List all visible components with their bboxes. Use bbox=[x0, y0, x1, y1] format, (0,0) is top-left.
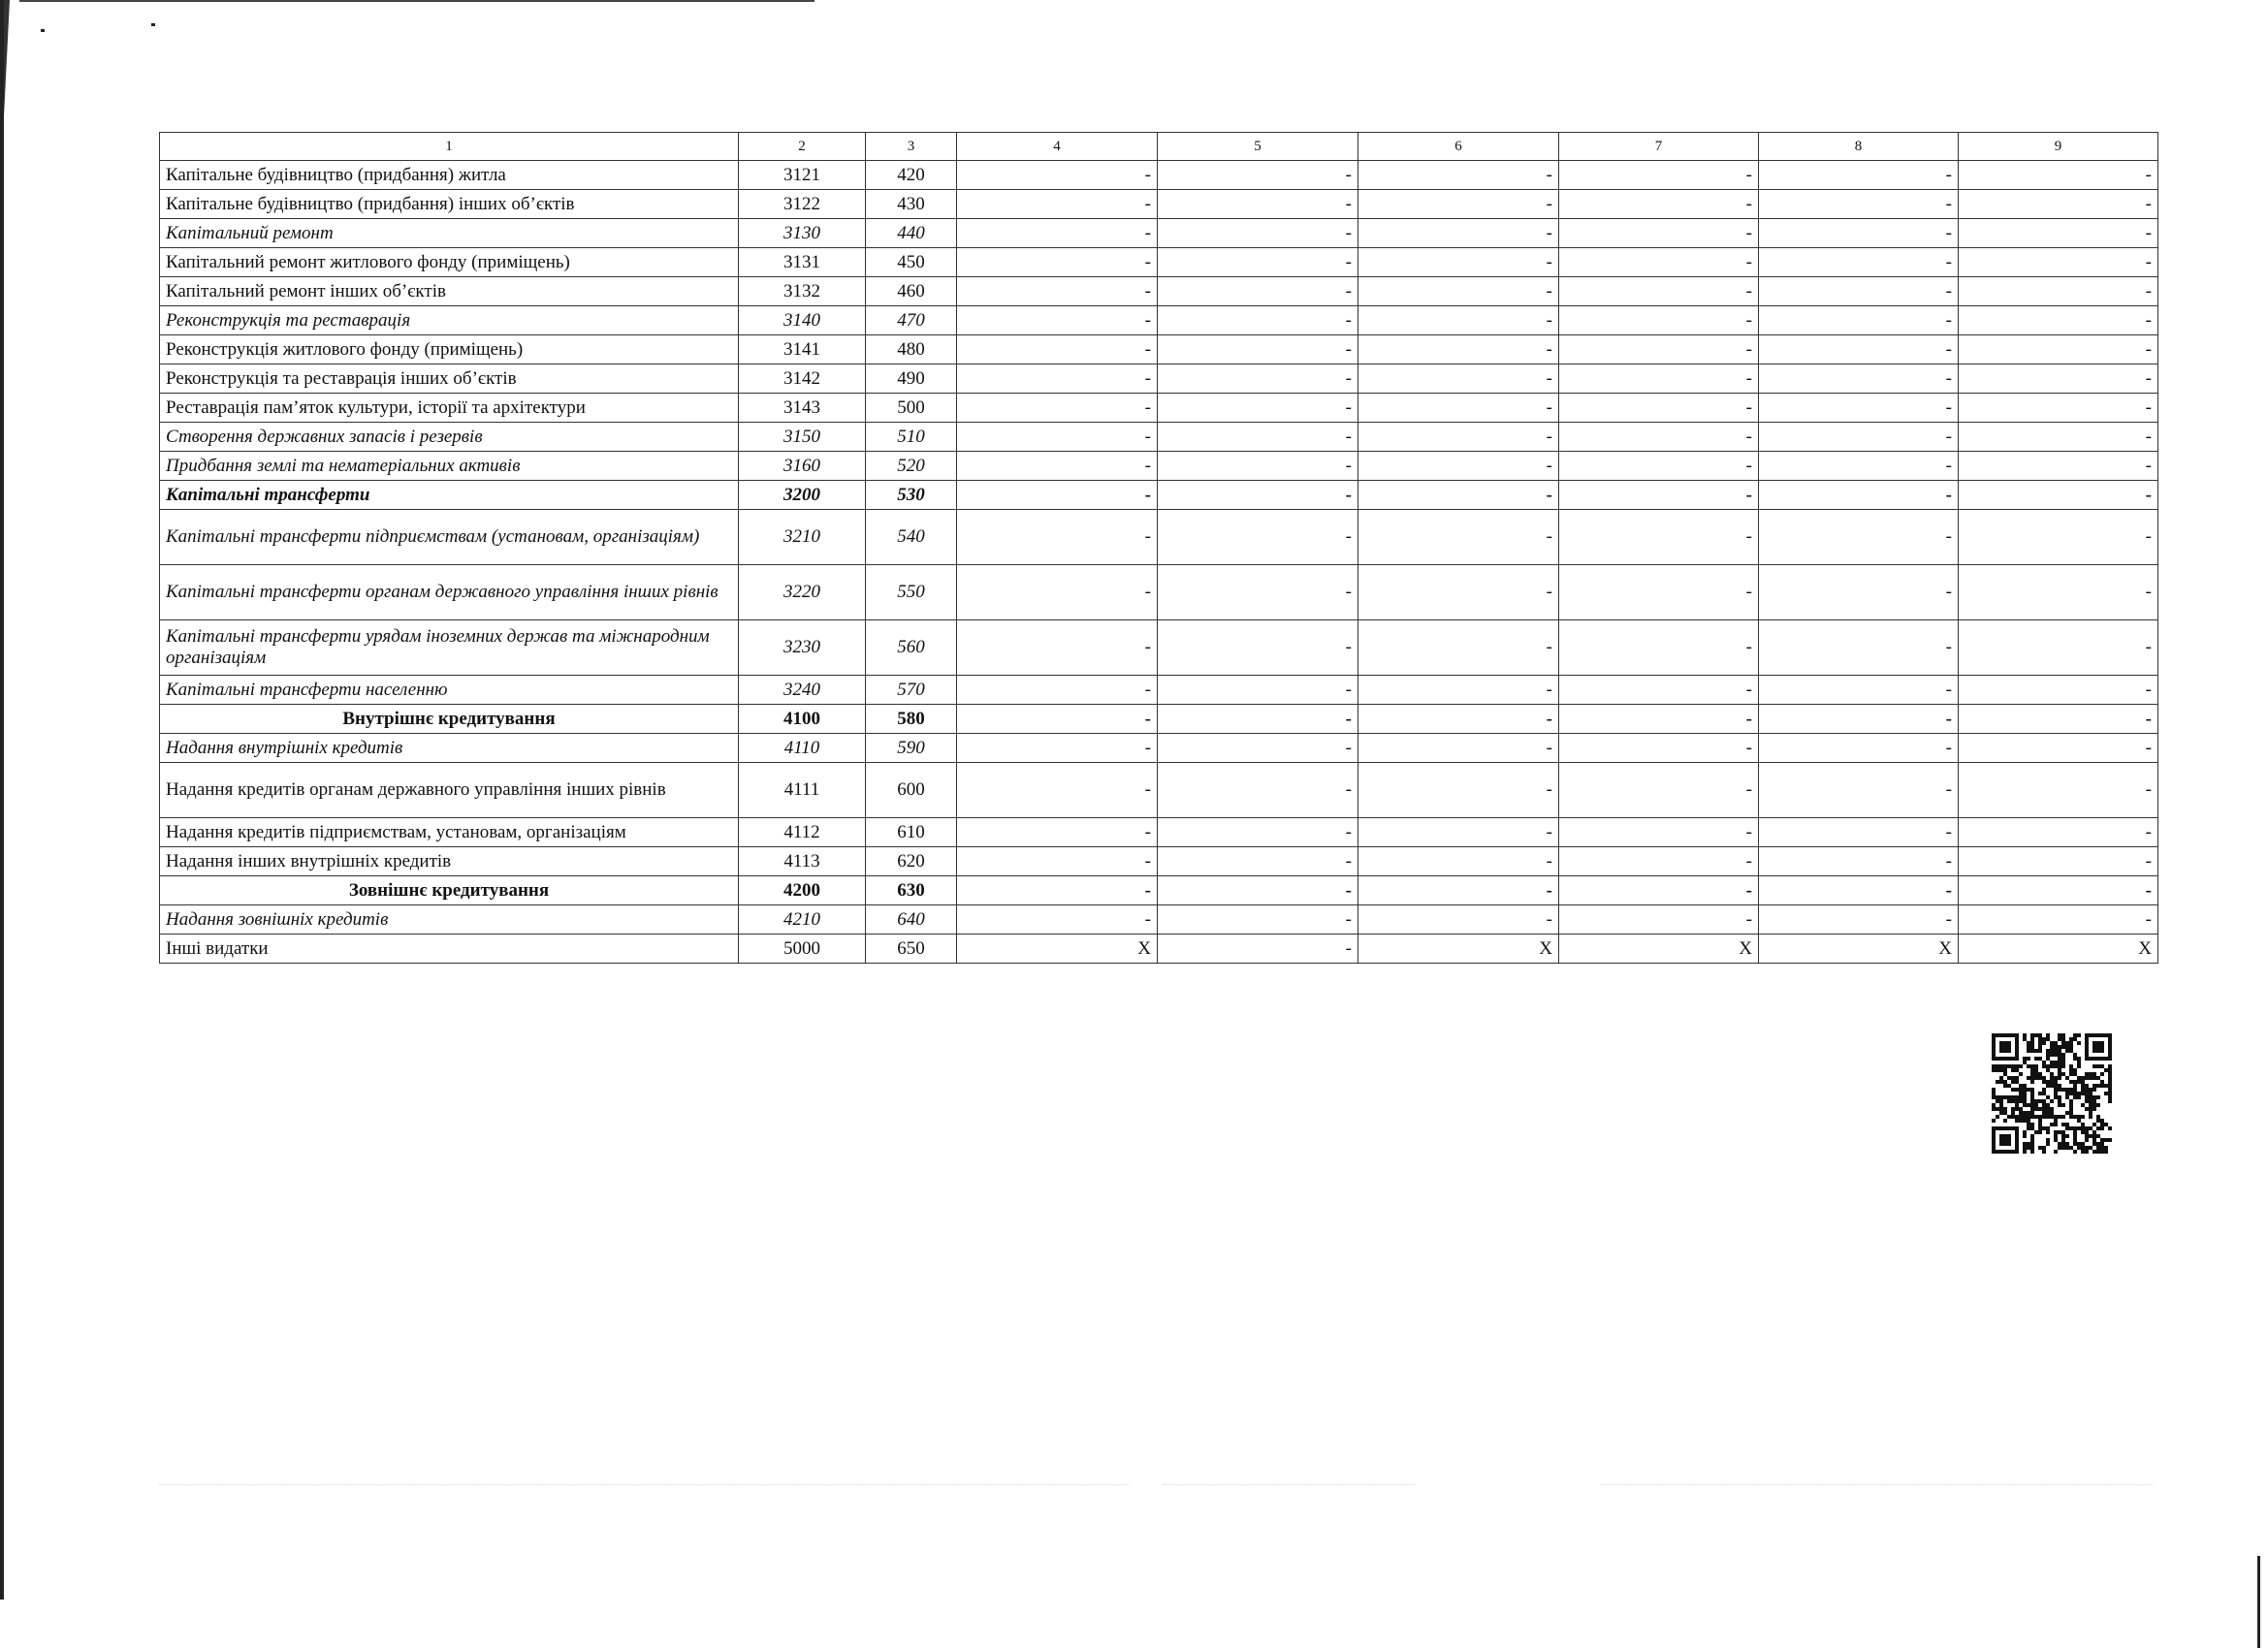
value-cell: - bbox=[1358, 847, 1559, 876]
value-cell: - bbox=[1358, 452, 1559, 481]
value-cell: - bbox=[1759, 705, 1959, 734]
value-cell: - bbox=[1358, 676, 1559, 705]
value-cell: - bbox=[1959, 510, 2158, 565]
row-label: Реконструкція та реставрація інших об’єктів bbox=[160, 364, 739, 394]
value-cell: - bbox=[1358, 364, 1559, 394]
value-cell: - bbox=[1759, 620, 1959, 676]
value-cell: - bbox=[1158, 335, 1358, 364]
value-cell: - bbox=[957, 847, 1158, 876]
value-cell: - bbox=[1358, 705, 1559, 734]
value-cell: - bbox=[1759, 510, 1959, 565]
line-code: 510 bbox=[866, 423, 957, 452]
value-cell: - bbox=[957, 394, 1158, 423]
value-cell: - bbox=[1559, 847, 1759, 876]
row-label: Внутрішнє кредитування bbox=[160, 705, 739, 734]
value-cell: - bbox=[1559, 394, 1759, 423]
kekv-code: 3122 bbox=[739, 190, 866, 219]
value-cell: - bbox=[1158, 277, 1358, 306]
column-header: 7 bbox=[1559, 133, 1759, 161]
line-code: 500 bbox=[866, 394, 957, 423]
value-cell: - bbox=[1759, 364, 1959, 394]
line-code: 450 bbox=[866, 248, 957, 277]
row-label: Капітальні трансферти bbox=[160, 481, 739, 510]
expenditure-table bbox=[159, 132, 2158, 964]
faint-footer-left bbox=[159, 1478, 1129, 1505]
row-label: Капітальний ремонт житлового фонду (приміщень) bbox=[160, 248, 739, 277]
table-row bbox=[160, 935, 2158, 964]
row-label: Реконструкція та реставрація bbox=[160, 306, 739, 335]
value-cell: - bbox=[1959, 905, 2158, 935]
value-cell: - bbox=[957, 676, 1158, 705]
value-cell: - bbox=[957, 423, 1158, 452]
value-cell: - bbox=[1559, 335, 1759, 364]
value-cell: - bbox=[957, 905, 1158, 935]
value-cell: - bbox=[1559, 481, 1759, 510]
kekv-code: 3143 bbox=[739, 394, 866, 423]
value-cell: - bbox=[1358, 818, 1559, 847]
table-row bbox=[160, 161, 2158, 190]
value-cell: X bbox=[1358, 935, 1559, 964]
kekv-code: 3141 bbox=[739, 335, 866, 364]
table-row bbox=[160, 876, 2158, 905]
value-cell: X bbox=[1959, 935, 2158, 964]
value-cell: - bbox=[1759, 876, 1959, 905]
table-row bbox=[160, 277, 2158, 306]
value-cell: - bbox=[1158, 364, 1358, 394]
value-cell: - bbox=[1559, 248, 1759, 277]
value-cell: - bbox=[957, 818, 1158, 847]
table-row bbox=[160, 219, 2158, 248]
column-header: 4 bbox=[957, 133, 1158, 161]
value-cell: - bbox=[1158, 306, 1358, 335]
table-row bbox=[160, 676, 2158, 705]
scan-top-line bbox=[19, 0, 815, 2]
value-cell: - bbox=[1158, 394, 1358, 423]
value-cell: - bbox=[1358, 565, 1559, 620]
table-row bbox=[160, 248, 2158, 277]
value-cell: - bbox=[1959, 394, 2158, 423]
value-cell: - bbox=[1759, 565, 1959, 620]
value-cell: - bbox=[1759, 676, 1959, 705]
value-cell: - bbox=[1158, 705, 1358, 734]
line-code: 420 bbox=[866, 161, 957, 190]
value-cell: - bbox=[1358, 306, 1559, 335]
column-number-header bbox=[160, 133, 2158, 161]
value-cell: - bbox=[1158, 510, 1358, 565]
value-cell: - bbox=[1358, 161, 1559, 190]
value-cell: - bbox=[1559, 423, 1759, 452]
value-cell: - bbox=[1158, 161, 1358, 190]
value-cell: - bbox=[1959, 190, 2158, 219]
kekv-code: 3220 bbox=[739, 565, 866, 620]
value-cell: - bbox=[1158, 248, 1358, 277]
table-row bbox=[160, 394, 2158, 423]
value-cell: - bbox=[1959, 335, 2158, 364]
value-cell: - bbox=[1759, 394, 1959, 423]
row-label: Надання інших внутрішніх кредитів bbox=[160, 847, 739, 876]
value-cell: - bbox=[1358, 248, 1559, 277]
value-cell: - bbox=[1358, 277, 1559, 306]
line-code: 460 bbox=[866, 277, 957, 306]
value-cell: - bbox=[1158, 620, 1358, 676]
value-cell: - bbox=[1959, 565, 2158, 620]
value-cell: - bbox=[1559, 818, 1759, 847]
value-cell: - bbox=[1759, 190, 1959, 219]
kekv-code: 4111 bbox=[739, 763, 866, 818]
row-label: Капітальні трансферти органам державного управління інших рівнів bbox=[160, 565, 739, 620]
column-header: 6 bbox=[1358, 133, 1559, 161]
line-code: 550 bbox=[866, 565, 957, 620]
line-code: 630 bbox=[866, 876, 957, 905]
value-cell: - bbox=[1158, 219, 1358, 248]
line-code: 590 bbox=[866, 734, 957, 763]
table-row bbox=[160, 423, 2158, 452]
value-cell: - bbox=[1358, 876, 1559, 905]
value-cell: - bbox=[957, 306, 1158, 335]
kekv-code: 3131 bbox=[739, 248, 866, 277]
row-label: Капітальні трансферти урядам іноземних держав та міжнародним організаціям bbox=[160, 620, 739, 676]
row-label: Зовнішнє кредитування bbox=[160, 876, 739, 905]
value-cell: - bbox=[1358, 423, 1559, 452]
value-cell: - bbox=[1559, 510, 1759, 565]
value-cell: - bbox=[1559, 565, 1759, 620]
column-header: 3 bbox=[866, 133, 957, 161]
value-cell: - bbox=[1959, 818, 2158, 847]
table-row bbox=[160, 306, 2158, 335]
value-cell: - bbox=[1559, 190, 1759, 219]
kekv-code: 3130 bbox=[739, 219, 866, 248]
value-cell: - bbox=[1559, 161, 1759, 190]
row-label: Капітальне будівництво (придбання) житла bbox=[160, 161, 739, 190]
value-cell: - bbox=[1559, 734, 1759, 763]
row-label: Реставрація пам’яток культури, історії та архітектури bbox=[160, 394, 739, 423]
kekv-code: 4112 bbox=[739, 818, 866, 847]
table-row bbox=[160, 905, 2158, 935]
value-cell: - bbox=[1559, 620, 1759, 676]
value-cell: - bbox=[1559, 676, 1759, 705]
value-cell: - bbox=[957, 335, 1158, 364]
column-header: 1 bbox=[160, 133, 739, 161]
kekv-code: 4200 bbox=[739, 876, 866, 905]
value-cell: - bbox=[957, 763, 1158, 818]
line-code: 530 bbox=[866, 481, 957, 510]
value-cell: - bbox=[1959, 481, 2158, 510]
row-label: Надання кредитів органам державного управління інших рівнів bbox=[160, 763, 739, 818]
column-header: 2 bbox=[739, 133, 866, 161]
value-cell: - bbox=[957, 248, 1158, 277]
line-code: 490 bbox=[866, 364, 957, 394]
value-cell: - bbox=[1158, 481, 1358, 510]
value-cell: - bbox=[1358, 510, 1559, 565]
kekv-code: 3121 bbox=[739, 161, 866, 190]
value-cell: - bbox=[1559, 876, 1759, 905]
value-cell: - bbox=[1158, 452, 1358, 481]
qr-code bbox=[1992, 1031, 2112, 1156]
value-cell: - bbox=[1759, 734, 1959, 763]
column-header: 9 bbox=[1959, 133, 2158, 161]
faint-footer-middle bbox=[1164, 1478, 1416, 1505]
row-label: Надання зовнішніх кредитів bbox=[160, 905, 739, 935]
value-cell: - bbox=[1959, 705, 2158, 734]
line-code: 540 bbox=[866, 510, 957, 565]
table-row bbox=[160, 335, 2158, 364]
kekv-code: 4100 bbox=[739, 705, 866, 734]
value-cell: - bbox=[1759, 452, 1959, 481]
kekv-code: 3200 bbox=[739, 481, 866, 510]
row-label: Реконструкція житлового фонду (приміщень) bbox=[160, 335, 739, 364]
value-cell: - bbox=[1559, 452, 1759, 481]
row-label: Надання внутрішніх кредитів bbox=[160, 734, 739, 763]
value-cell: - bbox=[1759, 763, 1959, 818]
value-cell: - bbox=[1158, 876, 1358, 905]
value-cell: - bbox=[1959, 620, 2158, 676]
kekv-code: 3142 bbox=[739, 364, 866, 394]
value-cell: - bbox=[1559, 277, 1759, 306]
value-cell: - bbox=[1358, 394, 1559, 423]
value-cell: - bbox=[1759, 161, 1959, 190]
kekv-code: 3240 bbox=[739, 676, 866, 705]
value-cell: - bbox=[1158, 935, 1358, 964]
table-row bbox=[160, 818, 2158, 847]
table-row bbox=[160, 734, 2158, 763]
row-label: Капітальний ремонт інших об’єктів bbox=[160, 277, 739, 306]
value-cell: - bbox=[1358, 620, 1559, 676]
kekv-code: 5000 bbox=[739, 935, 866, 964]
value-cell: - bbox=[1759, 481, 1959, 510]
value-cell: - bbox=[1959, 277, 2158, 306]
value-cell: - bbox=[957, 734, 1158, 763]
table-row bbox=[160, 190, 2158, 219]
value-cell: - bbox=[1759, 335, 1959, 364]
value-cell: - bbox=[1559, 364, 1759, 394]
table-row bbox=[160, 705, 2158, 734]
value-cell: - bbox=[1959, 364, 2158, 394]
scan-speck bbox=[151, 23, 155, 26]
value-cell: - bbox=[1759, 219, 1959, 248]
value-cell: - bbox=[1959, 676, 2158, 705]
value-cell: - bbox=[1759, 847, 1959, 876]
value-cell: - bbox=[1759, 248, 1959, 277]
value-cell: - bbox=[957, 510, 1158, 565]
value-cell: - bbox=[1959, 763, 2158, 818]
kekv-code: 4113 bbox=[739, 847, 866, 876]
table-row bbox=[160, 452, 2158, 481]
table-row bbox=[160, 847, 2158, 876]
value-cell: - bbox=[1759, 818, 1959, 847]
value-cell: - bbox=[957, 452, 1158, 481]
value-cell: - bbox=[1959, 847, 2158, 876]
value-cell: - bbox=[1759, 306, 1959, 335]
line-code: 570 bbox=[866, 676, 957, 705]
line-code: 640 bbox=[866, 905, 957, 935]
value-cell: - bbox=[957, 364, 1158, 394]
table-row bbox=[160, 565, 2158, 620]
value-cell: - bbox=[957, 620, 1158, 676]
line-code: 440 bbox=[866, 219, 957, 248]
kekv-code: 4110 bbox=[739, 734, 866, 763]
value-cell: - bbox=[1759, 423, 1959, 452]
table-body bbox=[160, 161, 2158, 964]
scan-left-edge bbox=[0, 0, 8, 1600]
kekv-code: 3210 bbox=[739, 510, 866, 565]
value-cell: - bbox=[1358, 905, 1559, 935]
line-code: 610 bbox=[866, 818, 957, 847]
scan-right-edge bbox=[2257, 1556, 2260, 1648]
value-cell: - bbox=[957, 565, 1158, 620]
value-cell: - bbox=[1959, 423, 2158, 452]
value-cell: - bbox=[1158, 676, 1358, 705]
row-label: Інші видатки bbox=[160, 935, 739, 964]
value-cell: - bbox=[1158, 905, 1358, 935]
value-cell: - bbox=[1559, 705, 1759, 734]
row-label: Капітальний ремонт bbox=[160, 219, 739, 248]
value-cell: - bbox=[1559, 219, 1759, 248]
kekv-code: 3150 bbox=[739, 423, 866, 452]
value-cell: - bbox=[1759, 905, 1959, 935]
value-cell: - bbox=[1959, 161, 2158, 190]
value-cell: - bbox=[957, 481, 1158, 510]
value-cell: - bbox=[957, 219, 1158, 248]
value-cell: - bbox=[1559, 306, 1759, 335]
value-cell: - bbox=[1959, 306, 2158, 335]
scan-speck bbox=[41, 29, 45, 32]
table-row bbox=[160, 763, 2158, 818]
column-header: 8 bbox=[1759, 133, 1959, 161]
line-code: 650 bbox=[866, 935, 957, 964]
line-code: 620 bbox=[866, 847, 957, 876]
value-cell: - bbox=[1358, 481, 1559, 510]
value-cell: - bbox=[1959, 452, 2158, 481]
value-cell: - bbox=[957, 161, 1158, 190]
kekv-code: 3230 bbox=[739, 620, 866, 676]
kekv-code: 4210 bbox=[739, 905, 866, 935]
line-code: 600 bbox=[866, 763, 957, 818]
value-cell: - bbox=[1158, 847, 1358, 876]
value-cell: - bbox=[957, 277, 1158, 306]
faint-footer-right bbox=[1600, 1478, 2153, 1505]
value-cell: - bbox=[1959, 734, 2158, 763]
row-label: Капітальні трансферти підприємствам (установам, організаціям) bbox=[160, 510, 739, 565]
column-header: 5 bbox=[1158, 133, 1358, 161]
kekv-code: 3160 bbox=[739, 452, 866, 481]
line-code: 520 bbox=[866, 452, 957, 481]
value-cell: - bbox=[1358, 734, 1559, 763]
row-label: Надання кредитів підприємствам, установам, організаціям bbox=[160, 818, 739, 847]
table-row bbox=[160, 510, 2158, 565]
value-cell: - bbox=[1158, 423, 1358, 452]
value-cell: - bbox=[957, 190, 1158, 219]
row-label: Створення державних запасів і резервів bbox=[160, 423, 739, 452]
line-code: 580 bbox=[866, 705, 957, 734]
value-cell: - bbox=[1158, 190, 1358, 219]
line-code: 470 bbox=[866, 306, 957, 335]
value-cell: - bbox=[1358, 190, 1559, 219]
value-cell: - bbox=[1358, 335, 1559, 364]
table-row bbox=[160, 620, 2158, 676]
value-cell: - bbox=[1158, 734, 1358, 763]
value-cell: - bbox=[1358, 763, 1559, 818]
line-code: 480 bbox=[866, 335, 957, 364]
kekv-code: 3132 bbox=[739, 277, 866, 306]
line-code: 560 bbox=[866, 620, 957, 676]
value-cell: - bbox=[1759, 277, 1959, 306]
table-row bbox=[160, 364, 2158, 394]
value-cell: - bbox=[1158, 818, 1358, 847]
value-cell: - bbox=[1158, 565, 1358, 620]
value-cell: - bbox=[1158, 763, 1358, 818]
value-cell: X bbox=[957, 935, 1158, 964]
table-row bbox=[160, 481, 2158, 510]
value-cell: X bbox=[1759, 935, 1959, 964]
row-label: Капітальні трансферти населенню bbox=[160, 676, 739, 705]
value-cell: - bbox=[1559, 905, 1759, 935]
row-label: Капітальне будівництво (придбання) інших об’єктів bbox=[160, 190, 739, 219]
value-cell: - bbox=[1959, 248, 2158, 277]
value-cell: - bbox=[1358, 219, 1559, 248]
kekv-code: 3140 bbox=[739, 306, 866, 335]
value-cell: - bbox=[1959, 219, 2158, 248]
value-cell: - bbox=[1559, 763, 1759, 818]
line-code: 430 bbox=[866, 190, 957, 219]
value-cell: - bbox=[957, 705, 1158, 734]
row-label: Придбання землі та нематеріальних активів bbox=[160, 452, 739, 481]
value-cell: - bbox=[957, 876, 1158, 905]
value-cell: - bbox=[1959, 876, 2158, 905]
value-cell: X bbox=[1559, 935, 1759, 964]
